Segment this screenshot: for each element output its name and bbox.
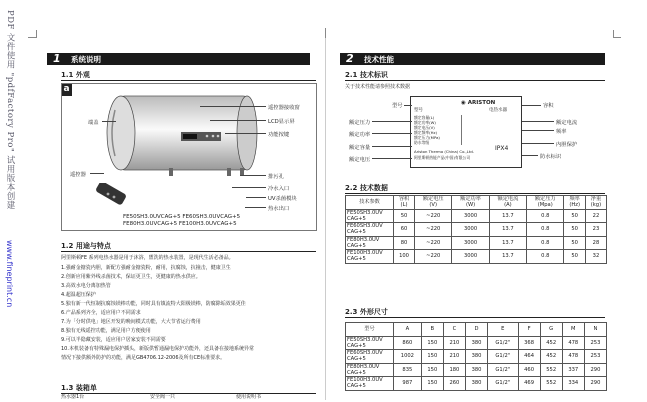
- table-cell: 0.8: [527, 223, 564, 237]
- table-cell: 50: [394, 209, 415, 223]
- label-function-keys: 功能按键: [268, 132, 290, 138]
- table-cell: 额定功率 (W): [452, 196, 489, 210]
- table-cell: 13.7: [489, 223, 526, 237]
- callout: 额定功率: [349, 132, 371, 138]
- table-cell: 型号: [346, 323, 394, 337]
- table-cell: A: [394, 323, 422, 337]
- table-cell: 210: [443, 336, 465, 350]
- table-cell: 368: [518, 336, 540, 350]
- table-cell: 334: [562, 377, 584, 391]
- table-cell: 987: [394, 377, 422, 391]
- table-cell: 380: [465, 336, 487, 350]
- table-cell: G1/2": [488, 350, 518, 364]
- table-cell: 50: [564, 236, 585, 250]
- table-cell: G1/2": [488, 363, 518, 377]
- intro-text: 阿里斯顿FE 系列电热水器是用于沐浴，盥洗的热水装置，是现代生活必备品。: [61, 255, 234, 261]
- callout: 频率: [556, 129, 567, 135]
- table-cell: 50: [564, 223, 585, 237]
- table-row: [346, 250, 607, 264]
- label-drain: 排污孔: [268, 174, 284, 180]
- table-cell: F: [518, 323, 540, 337]
- table-cell: 835: [394, 363, 422, 377]
- table-cell: 净重 (kg): [585, 196, 606, 210]
- table-cell: M: [562, 323, 584, 337]
- callout: 额定容量: [349, 145, 371, 151]
- table-cell: FE80H3.0UV CAG+5: [346, 236, 394, 250]
- table-cell: 23: [585, 223, 606, 237]
- figure-tag: a: [61, 83, 72, 96]
- plate-rows: 额定容量(L) 额定功率(W) 额定电压(V) 额定频率(Hz) 额定压力(MPa) 防水等级: [414, 115, 440, 145]
- page-gutter: [325, 38, 326, 400]
- table-cell: 150: [421, 336, 443, 350]
- subsection-title: 1.1 外观: [61, 71, 90, 79]
- feature-item: 1.强耐金搪瓷内胆，新配方强耐金搪瓷粉，耐用，抗腐蚀，抗撞击，健康卫生: [61, 265, 231, 271]
- label-end-cap: 端盖: [88, 120, 99, 126]
- table-cell: 3000: [452, 209, 489, 223]
- table-cell: N: [584, 323, 606, 337]
- callout: 容积: [543, 103, 554, 109]
- table-cell: 频率 (Hz): [564, 196, 585, 210]
- crop-mark: [325, 28, 326, 38]
- table-cell: 380: [465, 363, 487, 377]
- callout: 额定电流: [556, 120, 578, 126]
- table-cell: 150: [421, 377, 443, 391]
- table-cell: 额定电流 (A): [489, 196, 526, 210]
- callout: 防水标识: [540, 154, 562, 160]
- table-cell: 478: [562, 336, 584, 350]
- crop-mark: [36, 30, 37, 38]
- table-cell: 210: [443, 350, 465, 364]
- table-cell: 额定压力 (Mpa): [527, 196, 564, 210]
- table-cell: ~220: [415, 223, 452, 237]
- feature-item: 6.产品系列齐全，适应用户不同需求: [61, 310, 141, 316]
- label-hot-outlet: 热水出口: [268, 206, 290, 212]
- label-cold-inlet: 冷水入口: [268, 186, 290, 192]
- table-cell: 50: [564, 250, 585, 264]
- table-cell: 460: [518, 363, 540, 377]
- section-header-1: 1 系统说明: [47, 53, 310, 65]
- table-cell: 253: [584, 350, 606, 364]
- callout: 内胆保护: [556, 142, 578, 148]
- subsection-title: 1.3 装箱单: [61, 384, 97, 392]
- table-cell: ~220: [415, 209, 452, 223]
- table-cell: FE100H3.0UV CAG+5: [346, 377, 394, 391]
- feature-item: 2.创新应用紫外线杀菌技术，保证更卫生，更健康的热水供应。: [61, 274, 201, 280]
- table-cell: 0.8: [527, 209, 564, 223]
- feature-item: 10.本机装备有特殊漏电保护插头，新版供暂通漏电保护功能外，还具备在接地系统异常: [61, 346, 254, 352]
- feature-item: 情况下接供额外防护的功能，满足GB4706.12-2006及所有CE标准要求。: [61, 355, 226, 361]
- callout: 型号: [392, 103, 403, 109]
- feature-item: 5.独有新一代恒制抗腐蚀镁棒功能，同时具有镇流特大阳极镁棒，防腐除垢效果更佳: [61, 301, 246, 307]
- watermark-text: PDF 文件使用 "pdfFactory Pro" 试用版本创建: [5, 10, 15, 210]
- table-row: [346, 209, 607, 223]
- feature-item: 4.超温超压保护: [61, 292, 96, 298]
- table-cell: 290: [584, 363, 606, 377]
- table-cell: G1/2": [488, 377, 518, 391]
- tech-note: 关于技术性能请参照技术数据: [345, 84, 411, 90]
- subsection-title: 1.2 用途与特点: [61, 242, 111, 250]
- model-list-1: FE50SH3.0UVCAG+5 FE60SH3.0UVCAG+5: [123, 214, 241, 220]
- packing-item: 使用说明书: [236, 394, 262, 400]
- table-cell: FE50SH3.0UV CAG+5: [346, 336, 394, 350]
- table-cell: 13.7: [489, 209, 526, 223]
- label-remote: 遥控器: [70, 172, 86, 178]
- table-cell: 150: [421, 363, 443, 377]
- table-cell: FE100H3.0UV CAG+5: [346, 250, 394, 264]
- table-cell: 452: [540, 350, 562, 364]
- table-cell: FE60SH3.0UV CAG+5: [346, 350, 394, 364]
- table-cell: ~220: [415, 236, 452, 250]
- table-cell: D: [465, 323, 487, 337]
- table-cell: 技术参数: [346, 196, 394, 210]
- table-cell: 28: [585, 236, 606, 250]
- table-cell: 容积 (L): [394, 196, 415, 210]
- table-cell: B: [421, 323, 443, 337]
- table-cell: 552: [540, 363, 562, 377]
- table-cell: 860: [394, 336, 422, 350]
- table-cell: 3000: [452, 236, 489, 250]
- feature-item: 3.高效水电分离加热管: [61, 283, 111, 289]
- table-cell: 3000: [452, 223, 489, 237]
- dimensions-table: [345, 322, 607, 391]
- table-cell: 22: [585, 209, 606, 223]
- table-cell: 290: [584, 377, 606, 391]
- table-cell: 260: [443, 377, 465, 391]
- table-cell: 180: [443, 363, 465, 377]
- subsection-title: 2.2 技术数据: [345, 184, 388, 192]
- label-lcd: LCD显示屏: [268, 119, 295, 125]
- subsection-title: 2.1 技术标识: [345, 71, 388, 79]
- table-cell: 50: [564, 209, 585, 223]
- remote-control-icon: [92, 183, 132, 211]
- label-uv-module: UV杀菌模块: [268, 196, 297, 202]
- table-cell: ~220: [415, 250, 452, 264]
- table-cell: G: [540, 323, 562, 337]
- table-cell: 380: [465, 350, 487, 364]
- table-cell: 150: [421, 350, 443, 364]
- table-row: [346, 363, 607, 377]
- packing-item: 热水器1台: [61, 394, 85, 400]
- brand-logo: ◉ ARISTON: [461, 100, 496, 106]
- table-row: [346, 223, 607, 237]
- water-heater-illustration: [95, 90, 275, 185]
- packing-item: 安全阀一只: [150, 394, 176, 400]
- section-header-2: 2 技术性能: [340, 53, 605, 65]
- divider: [345, 80, 605, 81]
- table-cell: 337: [562, 363, 584, 377]
- tech-data-table: [345, 195, 607, 264]
- table-cell: 452: [540, 336, 562, 350]
- divider: [61, 80, 316, 81]
- table-cell: G1/2": [488, 336, 518, 350]
- table-cell: 0.8: [527, 250, 564, 264]
- table-cell: FE80H3.0UV CAG+5: [346, 363, 394, 377]
- table-cell: 60: [394, 223, 415, 237]
- table-cell: C: [443, 323, 465, 337]
- divider: [61, 251, 316, 252]
- table-header-row: [346, 323, 607, 337]
- table-cell: 80: [394, 236, 415, 250]
- model-list-2: FE80H3.0UVCAG+5 FE100H3.0UVCAG+5: [123, 221, 237, 227]
- table-row: [346, 336, 607, 350]
- table-cell: 32: [585, 250, 606, 264]
- table-cell: E: [488, 323, 518, 337]
- table-cell: 13.7: [489, 236, 526, 250]
- table-row: [346, 236, 607, 250]
- table-cell: 253: [584, 336, 606, 350]
- ipx-mark: IPX4: [495, 145, 509, 152]
- feature-item: 8.独有无线遥控功能，满足用户方便使用: [61, 328, 151, 334]
- divider: [345, 317, 605, 318]
- callout: 额定电压: [349, 157, 371, 163]
- table-cell: 380: [465, 377, 487, 391]
- table-cell: 额定电压 (V): [415, 196, 452, 210]
- table-cell: 0.8: [527, 236, 564, 250]
- rating-plate: ◉ ARISTON 型号 电热水器 额定容量(L) 额定功率(W) 额定电压(V) 额定频率(Hz) 额定压力(MPa) 防水等级 Ariston Thermo (China) Co.,Ltd. 阿里斯顿热能产品(中国)有限公司 IPX4: [410, 96, 522, 168]
- table-cell: FE60SH3.0UV CAG+5: [346, 223, 394, 237]
- divider: [345, 193, 605, 194]
- table-cell: 3000: [452, 250, 489, 264]
- feature-item: 9.可以半隐藏安装，适应用户居家安装不同需要: [61, 337, 166, 343]
- table-cell: 478: [562, 350, 584, 364]
- divider: [61, 393, 316, 394]
- table-header-row: [346, 196, 607, 210]
- label-remote-receiver: 遥控器接收窗: [268, 105, 300, 111]
- table-cell: 13.7: [489, 250, 526, 264]
- table-cell: 552: [540, 377, 562, 391]
- table-cell: 100: [394, 250, 415, 264]
- table-cell: FE50SH3.0UV CAG+5: [346, 209, 394, 223]
- table-cell: 469: [518, 377, 540, 391]
- watermark-link[interactable]: www.fineprint.cn: [5, 240, 14, 308]
- table-cell: 1002: [394, 350, 422, 364]
- feature-item: 7.为「分时供电」地区开发的晚间模式功能，大大节省运行费用: [61, 319, 201, 325]
- crop-mark: [28, 37, 36, 38]
- table-cell: 464: [518, 350, 540, 364]
- table-row: [346, 350, 607, 364]
- subsection-title: 2.3 外形尺寸: [345, 308, 388, 316]
- callout: 额定压力: [349, 120, 371, 126]
- crop-mark: [613, 37, 621, 38]
- table-row: [346, 377, 607, 391]
